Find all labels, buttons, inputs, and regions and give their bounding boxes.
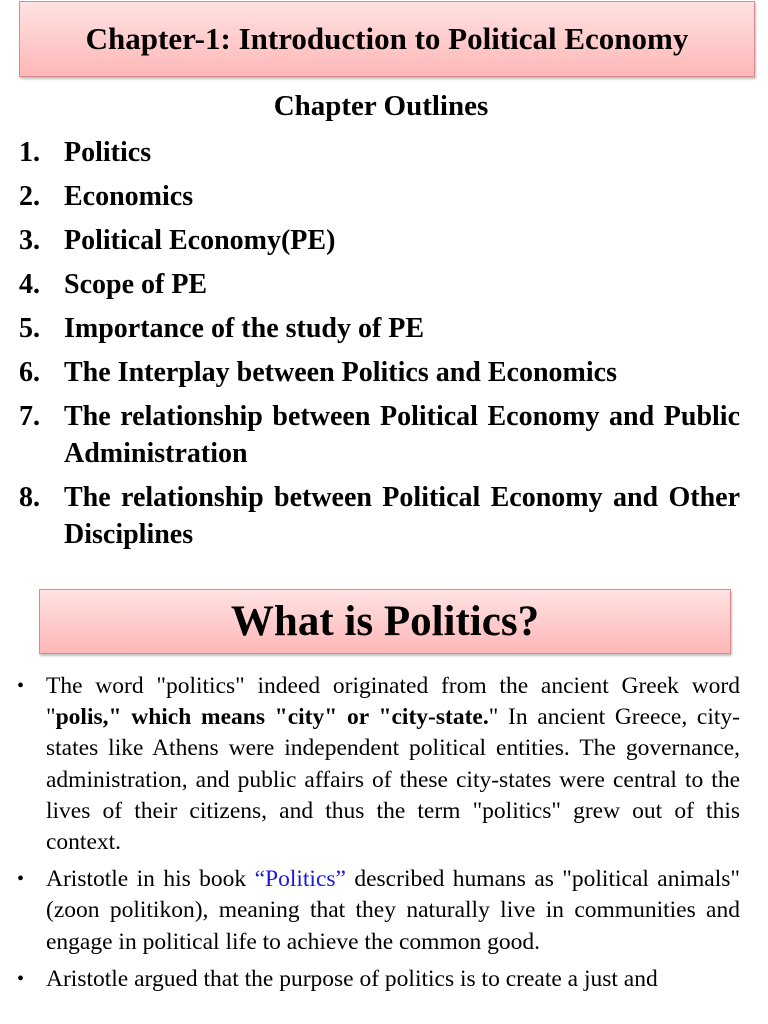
outline-item-number: 1. (19, 137, 40, 168)
bullet-text: The word "politics" indeed originated from the ancient Greek word "polis," which means "city" or "city-state." In ancient Greece, city-states like Athens were independent political entities. The governance, administration, and public affairs of these city-states were central to the lives of their citizens, and thus the term "politics" grew out of this context. (46, 673, 740, 856)
bullet-text: Aristotle argued that the purpose of politics is to create a just and (46, 965, 658, 992)
bullet-icon: • (17, 868, 25, 891)
outline-item-number: 3. (19, 225, 40, 256)
politics-book-link[interactable]: “Politics” (254, 866, 346, 893)
outline-item (19, 178, 740, 215)
outline-item-text: Political Economy(PE) (64, 225, 336, 256)
chapter-title-banner (19, 1, 755, 77)
bullet-icon: • (17, 675, 25, 697)
outline-item-number: 5. (19, 313, 40, 344)
outline-item-text: Importance of the study of PE (64, 313, 425, 344)
outline-item-number: 8. (19, 482, 40, 513)
outline-item-number: 7. (19, 401, 40, 432)
outline-item (19, 222, 740, 259)
outline-item (19, 479, 740, 553)
bullet-list (17, 671, 740, 1001)
bullet-icon: • (17, 967, 25, 990)
outline-item-number: 6. (19, 357, 40, 388)
outline-item (19, 134, 740, 171)
bold-text: polis," which means "city" or "city-state. (55, 704, 489, 731)
outline-item-number: 2. (19, 181, 40, 212)
section-title: What is Politics? (230, 598, 540, 645)
outline-item-text: The relationship between Political Economy and Other Disciplines (64, 482, 740, 550)
outline-item-text: Economics (64, 181, 194, 212)
bullet-text: Aristotle in his book “Politics” described humans as "political animals" (zoon politikon), meaning that they naturally live in communities and engage in political life to achieve the common good. (46, 866, 740, 955)
outline-item-number: 4. (19, 269, 40, 300)
outline-item-text: The relationship between Political Economy and Public Administration (64, 401, 740, 469)
chapter-title: Chapter-1: Introduction to Political Economy (85, 21, 689, 56)
bullet-item (17, 864, 740, 958)
outline-item-text: Politics (64, 137, 152, 168)
bullet-item (17, 671, 740, 858)
outline-item (19, 266, 740, 303)
outline-title: Chapter Outlines (273, 90, 489, 122)
outline-item-text: Scope of PE (64, 269, 208, 300)
outline-item-text: The Interplay between Politics and Economics (64, 357, 617, 388)
outline-item (19, 310, 740, 347)
section-title-banner (39, 589, 731, 654)
outline-item (19, 398, 740, 472)
bullet-item (17, 964, 740, 995)
outline-item (19, 354, 740, 391)
outline-list (19, 134, 740, 560)
